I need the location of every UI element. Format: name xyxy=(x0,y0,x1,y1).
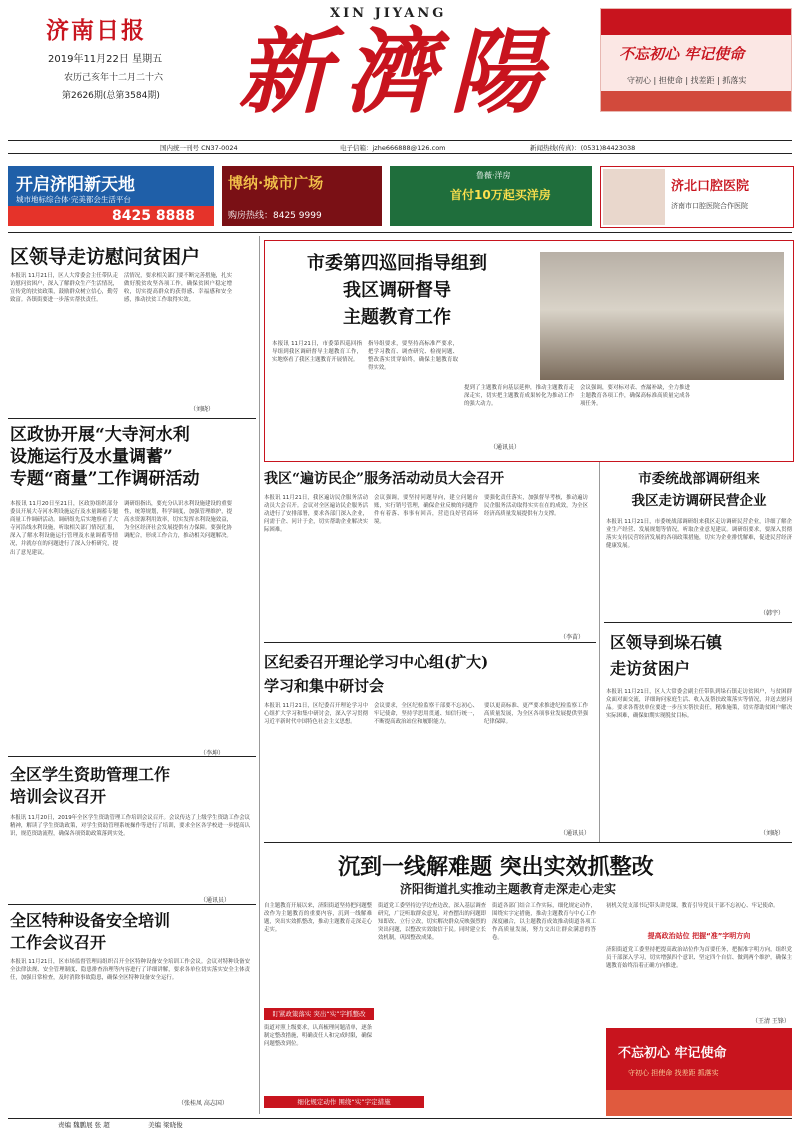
article-6-title[interactable] xyxy=(610,630,722,682)
main-feature-subtitle: 济阳街道扎实推动主题教育走深走心走实 xyxy=(400,882,617,896)
issue-number: 第2626期(总第3584期) xyxy=(62,91,160,101)
ad-xintiandi-phone: 8425 8888 xyxy=(112,208,195,224)
article-8-title-l2: 工作会议召开 xyxy=(10,933,107,952)
article-2-title-l3: 专题“商量”工作调研活动 xyxy=(10,469,200,489)
main-feature-body-3: 街道党工委坚持边学边查边改，深入基层调查研究，广泛听取群众意见，对查摆出的问题即知即改、立行立改，切实解决群众反映强烈的突出问题，以整改实效取信于民。同时建立长效机制，巩固整改成果。 xyxy=(378,903,486,942)
main-feature-source: （王清 王锋） xyxy=(752,1018,790,1025)
main-feature-body-1: 自主题教育开展以来，济阳街道坚持把问题整改作为主题教育的重要内容，沉到一线解难题，突出实效抓整改，推动主题教育走深走心走实。 xyxy=(264,903,372,934)
article-5-source: （通讯员） xyxy=(560,830,591,837)
lunar-date: 农历己亥年十二月二十六 xyxy=(64,73,164,83)
footer-designer: 美编 梁晓俊 xyxy=(148,1121,183,1129)
main-feature-heading-1 xyxy=(264,1008,374,1020)
article-1-source: （刘晓） xyxy=(190,406,215,413)
article-3-body-col3: 要强化责任落实，加强督导考核，推动遍访民企服务活动取得实实在在的成效，为全区经济高质量发展提供有力支撑。 xyxy=(484,495,588,518)
article-1-body-col2: 活情况，要求相关部门要不断完善措施，扎实做好脱贫攻坚各项工作，确保贫困户稳定增收，切实提高群众的获得感、幸福感和安全感，推动扶贫工作取得实效。 xyxy=(124,273,232,304)
ad-yangfang-brand: 鲁薇·洋房 xyxy=(476,171,511,180)
main-feature-heading-3-text: 细化规定动作 围绕“实”字定措施 xyxy=(297,1098,391,1106)
ad-xintiandi-title: 开启济阳新天地 xyxy=(16,175,135,195)
article-2-title-l1: 区政协开展“大寺河水利 xyxy=(10,425,190,445)
ad-yangfang[interactable] xyxy=(390,166,592,226)
paper-name: 济南日报 xyxy=(46,17,146,44)
newspaper-title: 新濟陽 xyxy=(238,18,557,126)
bottom-slogan-ad xyxy=(606,1028,792,1116)
ad-xintiandi-sub: 城市地标综合体·完美都会生活平台 xyxy=(16,195,131,204)
main-feature-body-6: 济阳街道党工委坚持把提高政治站位作为首要任务，把握准字明方向，组织党员干部深入学习，切实增强四个意识、坚定四个自信、做到两个维护，确保主题教育始终沿着正确方向推进。 xyxy=(606,947,792,970)
article-8-title[interactable] xyxy=(10,910,170,954)
ad-dental-sub: 济南市口腔医院合作医院 xyxy=(671,202,748,210)
main-feature-body-4: 街道各部门结合工作实际，细化规定动作，围绕实字定措施，推动主题教育与中心工作深度融合，以主题教育成效推动街道各项工作高质量发展，努力交出让群众满意的答卷。 xyxy=(492,903,596,942)
article-7-body: 本报讯 11月20日，2019年全区学生资助管理工作培训会议召开。会议传达了上级学生资助工作会议精神，解读了学生资助政策，对学生资助管理系统操作等进行了培训，要求全区各学校进一步提高认识，规范资助流程，确保各项资助政策落到实处。 xyxy=(10,815,250,838)
lead-article-body: 本报讯 11月21日，市委第四巡回指导组到我区调研督导主题教育工作，实地察看了我区主题教育开展情况。 xyxy=(272,341,362,364)
lead-article-body-col2: 指导组要求，要坚持高标准严要求，把学习教育、调查研究、检视问题、整改落实贯穿始终，确保主题教育取得实效。 xyxy=(368,341,458,372)
article-3-source: （李苗） xyxy=(560,634,585,641)
article-6-source: （刘晓） xyxy=(760,830,785,837)
article-2-source: （李坤） xyxy=(200,750,225,757)
lead-article-title[interactable] xyxy=(272,250,522,331)
main-feature-body-2: 街道对照上级要求，认真梳理问题清单，逐条制定整改措施，明确责任人和完成时限，确保问题整改到位。 xyxy=(264,1025,372,1048)
article-5-title-l2: 学习和集中研讨会 xyxy=(264,677,385,695)
ad-yangfang-title: 首付10万起买洋房 xyxy=(450,188,551,202)
ad-bona-title: 博纳·城市广场 xyxy=(228,174,324,192)
tiananmen-icon xyxy=(601,91,791,111)
article-7-title[interactable] xyxy=(10,764,170,808)
article-4-title[interactable] xyxy=(606,468,792,512)
article-2-title-l2: 设施运行及水量调蓄” xyxy=(10,447,173,467)
issue-date: 2019年11月22日 星期五 xyxy=(48,54,163,65)
hotline: 新闻热线(传真)：(0531)84423038 xyxy=(530,144,636,152)
bottom-ad-tiananmen-icon xyxy=(606,1090,792,1116)
article-5-body: 本报讯 11月21日，区纪委召开理论学习中心组扩大学习和集中研讨会，深入学习贯彻习近平新时代中国特色社会主义思想。 xyxy=(264,703,368,726)
article-4-source: （韩宇） xyxy=(760,610,785,617)
lead-article-body-col3: 提到了主题教育向基层延伸，推动主题教育走深走实，切实把主题教育成果转化为推动工作的强大动力。 xyxy=(464,385,574,408)
party-slogan-banner xyxy=(600,8,792,112)
title-pinyin: XIN JIYANG xyxy=(330,6,447,21)
ad-xintiandi[interactable] xyxy=(8,166,214,226)
main-feature-heading-2-text: 提高政治站位 把握“准”字明方向 xyxy=(647,932,751,940)
article-7-title-l1: 全区学生资助管理工作 xyxy=(10,765,171,784)
lead-title-l2: 我区调研督导 xyxy=(343,280,451,301)
article-2-body-col2: 调研组指出，要充分认识水利设施建设的重要性，统筹规划，科学调度，加强管理维护，提高水资源利用效率，切实发挥水利设施效益，为全区经济社会发展提供有力保障。要强化协调配合，形成工作合力，推动相关问题解决。 xyxy=(124,501,232,540)
article-3-body-col2: 会议强调，要坚持问题导向，建立问题台账，实行销号管理，确保企业反映的问题件件有着落、事事有回音，营造良好营商环境。 xyxy=(374,495,478,526)
article-7-source: （通讯员） xyxy=(200,897,231,904)
lead-article-body-col4: 会议强调，要对标对表、查漏补缺，全力推进主题教育各项工作，确保高标准高质量完成各项任务。 xyxy=(580,385,690,408)
article-4-title-l1: 市委统战部调研组来 xyxy=(638,471,760,487)
article-8-body: 本报讯 11月21日，区市场监督管理局组织召开全区特种设备安全培训工作会议。会议对特种设备安全法律法规、安全管理制度、隐患排查治理等内容进行了详细讲解，要求各单位切实落实安全主体责任，加强日常检查，及时消除事故隐患，确保全区特种设备安全运行。 xyxy=(10,959,250,982)
main-feature-heading-1-text: 盯紧政策落实 突出“实”字抓整改 xyxy=(272,1010,366,1018)
ad-bona-phone: 购房热线：8425 9999 xyxy=(228,211,322,221)
article-1-body: 本报讯 11月21日，区人大常委会主任带队走访慰问贫困户，深入了解群众生产生活情况，宣传党的扶贫政策，鼓励群众树立信心，勤劳致富。各镇街要进一步落实帮扶责任。 xyxy=(10,273,118,304)
article-5-body-col3: 要以更高标准、更严要求推进纪检监察工作高质量发展，为全区各项事业发展提供坚强纪律保障。 xyxy=(484,703,588,726)
bottom-ad-tags: 守初心 担使命 找差距 抓落实 xyxy=(628,1069,719,1077)
article-2-title[interactable] xyxy=(10,424,200,490)
article-5-body-col2: 会议要求，全区纪检监察干部要不忘初心、牢记使命，坚持学思用贯通、知信行统一，不断提高政治站位和履职能力。 xyxy=(374,703,478,726)
footer-editor: 责编 魏鹏展 张 超 xyxy=(58,1121,110,1129)
lead-photo xyxy=(540,252,784,380)
article-8-source: （张桂凤 高志国） xyxy=(178,1100,228,1107)
main-feature-body-5: 初机关党支部书记带头讲党课，教育引导党员干部不忘初心、牢记使命。 xyxy=(606,903,779,909)
article-3-title[interactable]: 我区“遍访民企”服务活动动员大会召开 xyxy=(264,471,505,487)
main-feature-heading-2 xyxy=(606,930,792,942)
email: 电子信箱：jzhe666888@126.com xyxy=(340,144,446,152)
article-6-title-l2: 走访贫困户 xyxy=(610,659,691,678)
lead-article-source: （通讯员） xyxy=(490,444,521,451)
ad-jibei-dental[interactable] xyxy=(600,166,794,228)
banner-slogan: 不忘初心 牢记使命 xyxy=(619,45,745,63)
article-2-body: 本报讯 11月20日至21日，区政协组织部分委员开展大寺河水利设施运行及水量调蓄专题商量工作调研活动。调研组先后实地察看了大寺河沿线水利设施，听取相关部门情况汇报，深入了解水利设施运行管理及水量调蓄等情况，并就存在的问题进行了深入分析研究，提出了意见建议。 xyxy=(10,501,118,556)
article-6-body: 本报讯 11月21日，区人大常委会副主任带队到垛石镇走访贫困户，与贫困群众面对面交流，详细询问家庭生活、收入及帮扶政策落实等情况，并送去慰问品。要求各帮扶单位要进一步压实帮扶责任，精准施策，切实帮助贫困户解决实际困难，确保如期实现脱贫目标。 xyxy=(606,689,792,720)
article-3-body: 本报讯 11月21日，我区遍访民企服务活动动员大会召开。会议对全区遍访民企服务活动进行了安排部署，要求各部门深入企业，问需于企、问计于企，切实帮助企业解决实际困难。 xyxy=(264,495,368,534)
article-7-title-l2: 培训会议召开 xyxy=(10,787,107,806)
lead-title-l1: 市委第四巡回指导组到 xyxy=(307,253,487,274)
article-1-title[interactable]: 区领导走访慰问贫困户 xyxy=(10,246,201,268)
lead-title-l3: 主题教育工作 xyxy=(343,307,451,328)
article-4-title-l2: 我区走访调研民营企业 xyxy=(631,493,767,509)
article-5-title[interactable] xyxy=(264,650,488,698)
main-feature-title[interactable]: 沉到一线解难题 突出实效抓整改 xyxy=(338,854,654,880)
article-5-title-l1: 区纪委召开理论学习中心组(扩大) xyxy=(264,653,489,671)
ad-bona-plaza[interactable] xyxy=(222,166,382,226)
banner-tags: 守初心 | 担使命 | 找差距 | 抓落实 xyxy=(627,76,747,85)
article-4-body: 本报讯 11月21日，市委统战部调研组来我区走访调研民营企业，详细了解企业生产经营、发展规划等情况，听取企业意见建议。调研组要求，要深入贯彻落实支持民营经济发展的各项政策措施，切实为企业排忧解难，促进民营经济健康发展。 xyxy=(606,519,792,550)
article-6-title-l1: 区领导到垛石镇 xyxy=(610,633,723,652)
serial-number: 国内统一刊号 CN37-0024 xyxy=(160,144,238,152)
bottom-ad-slogan: 不忘初心 牢记使命 xyxy=(618,1046,727,1061)
ad-dental-title: 济北口腔医院 xyxy=(671,179,750,194)
article-8-title-l1: 全区特种设备安全培训 xyxy=(10,911,171,930)
